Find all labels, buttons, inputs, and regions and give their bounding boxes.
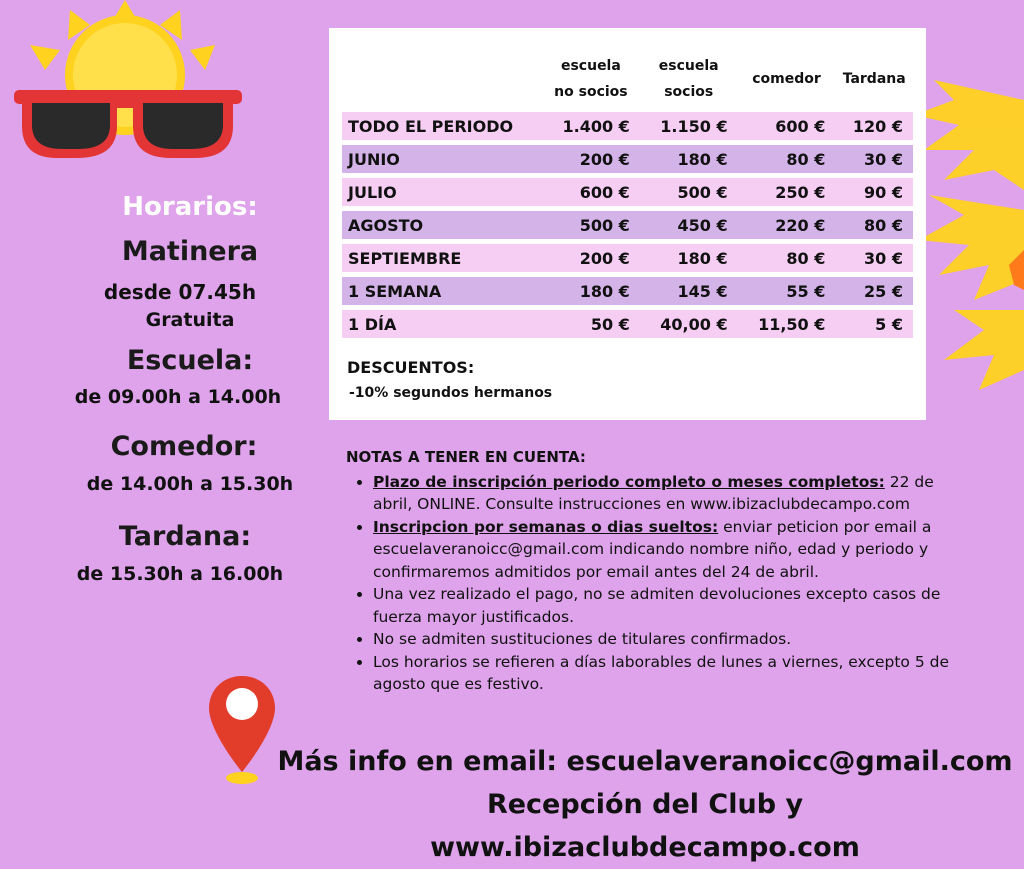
row-label: SEPTIEMBRE <box>342 244 542 272</box>
price-cell: 200 € <box>542 244 640 272</box>
row-label: 1 DÍA <box>342 310 542 338</box>
matinera-label: Matinera <box>121 236 259 267</box>
footer-web-line: Recepción del Club y www.ibizaclubdecampo.com <box>430 789 860 863</box>
price-cell: 1.400 € <box>542 112 640 140</box>
note-text: enviar peticion por email a escuelaveranoicc@gmail.com indicando nombre niño, edad y periodo y confirmaremos admitidos por email antes del 24 de abril. <box>373 517 932 581</box>
notes-list <box>346 471 956 696</box>
price-cell: 250 € <box>738 178 836 206</box>
tardana-time-row <box>40 563 340 585</box>
tardana-block <box>40 521 340 552</box>
column-header: Tardana <box>842 71 906 87</box>
price-cell: 55 € <box>738 277 836 305</box>
price-cell: 90 € <box>835 178 913 206</box>
row-label: JUNIO <box>342 145 542 173</box>
price-cell: 1.150 € <box>640 112 738 140</box>
price-table <box>342 46 913 343</box>
escuela-label: Escuela: <box>126 345 254 376</box>
table-row <box>342 211 913 239</box>
note-text: Una vez realizado el pago, no se admiten devoluciones excepto casos de fuerza mayor justificados. <box>373 585 941 626</box>
price-cell: 11,50 € <box>738 310 836 338</box>
comedor-time-row <box>40 473 340 495</box>
matinera-line2: Gratuita <box>145 309 235 331</box>
comedor-block <box>40 431 340 462</box>
table-row <box>342 244 913 272</box>
price-cell: 25 € <box>835 277 913 305</box>
price-cell: 180 € <box>640 145 738 173</box>
price-cell: 600 € <box>738 112 836 140</box>
price-cell: 450 € <box>640 211 738 239</box>
tardana-label: Tardana: <box>118 521 252 552</box>
note-lead: Plazo de inscripción periodo completo o meses completos: <box>373 472 885 491</box>
notes-section <box>346 446 956 696</box>
table-row <box>342 112 913 140</box>
tardana-time: de 15.30h a 16.00h <box>76 563 284 585</box>
price-cell: 180 € <box>542 277 640 305</box>
note-text: Los horarios se refieren a días laborables de lunes a viernes, excepto 5 de agosto que es festivo. <box>373 652 950 693</box>
schedule-title: Horarios: <box>122 192 258 222</box>
price-cell: 80 € <box>738 244 836 272</box>
matinera-time <box>40 280 340 304</box>
escuela-time: de 09.00h a 14.00h <box>74 386 282 408</box>
column-header: comedor <box>752 71 821 87</box>
price-cell: 5 € <box>835 310 913 338</box>
escuela-block <box>40 345 340 376</box>
escuela-time-row <box>40 386 340 408</box>
table-body <box>342 112 913 338</box>
note-item <box>373 516 956 584</box>
palm-leaves-icon <box>914 40 1024 440</box>
price-cell: 80 € <box>738 145 836 173</box>
matinera-price <box>40 309 340 331</box>
price-cell: 30 € <box>835 244 913 272</box>
descuentos-item: -10% segundos hermanos <box>349 385 553 401</box>
price-cell: 40,00 € <box>640 310 738 338</box>
footer <box>270 740 1020 869</box>
price-cell: 500 € <box>640 178 738 206</box>
matinera-line1: desde 07.45h <box>103 280 257 304</box>
price-table-card <box>329 28 926 420</box>
price-cell: 220 € <box>738 211 836 239</box>
footer-email-line: Más info en email: escuelaveranoicc@gmail.com <box>277 746 1013 777</box>
note-item <box>373 628 956 651</box>
price-cell: 30 € <box>835 145 913 173</box>
price-cell: 500 € <box>542 211 640 239</box>
price-cell: 145 € <box>640 277 738 305</box>
note-text: 22 de abril, ONLINE. Consulte instrucciones en www.ibizaclubdecampo.com <box>373 472 934 513</box>
sun-with-sunglasses-icon <box>0 0 250 175</box>
price-cell: 200 € <box>542 145 640 173</box>
location-pin-icon <box>206 672 278 787</box>
row-label: TODO EL PERIODO <box>342 112 542 140</box>
price-cell: 180 € <box>640 244 738 272</box>
note-item <box>373 651 956 696</box>
notes-title: NOTAS A TENER EN CUENTA: <box>346 448 586 466</box>
table-row <box>342 277 913 305</box>
row-label: AGOSTO <box>342 211 542 239</box>
column-header: escuela socios <box>658 58 719 100</box>
comedor-label: Comedor: <box>110 431 258 462</box>
column-header: escuela no socios <box>554 58 628 100</box>
table-row <box>342 310 913 338</box>
note-item <box>373 471 956 516</box>
matinera-block <box>40 236 340 267</box>
note-text: No se admiten sustituciones de titulares confirmados. <box>373 630 792 648</box>
note-item <box>373 583 956 628</box>
price-cell: 50 € <box>542 310 640 338</box>
row-label: 1 SEMANA <box>342 277 542 305</box>
descuentos-title: DESCUENTOS: <box>347 358 475 377</box>
table-row <box>342 178 913 206</box>
comedor-time: de 14.00h a 15.30h <box>86 473 294 495</box>
price-cell: 80 € <box>835 211 913 239</box>
note-lead: Inscripcion por semanas o dias sueltos: <box>373 517 719 536</box>
table-header-row <box>342 51 913 107</box>
row-label: JULIO <box>342 178 542 206</box>
header-blank <box>342 51 542 107</box>
price-cell: 120 € <box>835 112 913 140</box>
price-cell: 600 € <box>542 178 640 206</box>
table-row <box>342 145 913 173</box>
